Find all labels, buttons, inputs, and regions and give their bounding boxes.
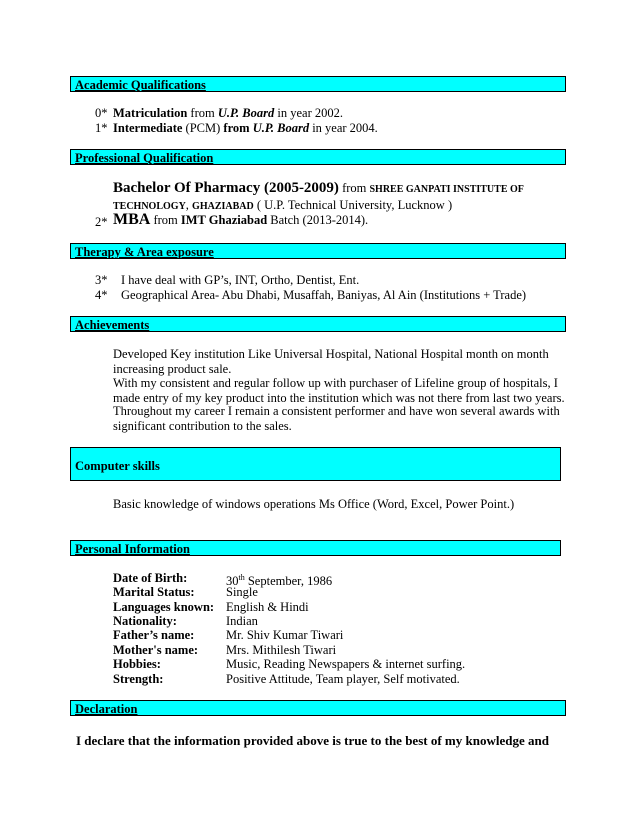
father-label: Father’s name:: [113, 628, 195, 642]
list-number: 3*: [95, 273, 108, 287]
therapy-item-1: I have deal with GP’s, INT, Ortho, Dentist, Ent.: [121, 273, 360, 287]
institute: SHREE GANPATI INSTITUTE OF: [369, 184, 524, 195]
marital-value: Single: [226, 585, 258, 599]
academic-item-2: [113, 121, 378, 136]
strength-label: Strength:: [113, 672, 164, 686]
institute: TECHNOLOGY: [113, 201, 186, 212]
text: ,: [185, 198, 193, 212]
section-header-computer: Computer skills: [70, 447, 561, 481]
hobbies-value: Music, Reading Newspapers & internet surfing.: [226, 657, 466, 671]
list-number: 1*: [95, 121, 108, 135]
text: from: [187, 106, 218, 120]
section-header-achievements: Achievements: [70, 316, 566, 332]
section-header-professional: Professional Qualification: [70, 149, 566, 165]
section-header-personal: Personal Information: [70, 540, 561, 556]
academic-item-1: [113, 106, 343, 121]
nationality-label: Nationality:: [113, 614, 177, 628]
list-number: 0*: [95, 106, 108, 120]
university: ( U.P. Technical University, Lucknow ): [253, 198, 453, 212]
degree: Matriculation: [113, 106, 188, 120]
board: U.P. Board: [217, 106, 275, 120]
father-value: Mr. Shiv Kumar Tiwari: [226, 628, 344, 642]
strength-value: Positive Attitude, Team player, Self motivated.: [226, 672, 460, 686]
list-number: 2*: [95, 215, 108, 229]
dob-label: Date of Birth:: [113, 571, 188, 585]
hobbies-label: Hobbies:: [113, 657, 161, 671]
languages-value: English & Hindi: [226, 600, 309, 614]
section-header-academic: Academic Qualifications: [70, 76, 566, 92]
section-header-therapy: Therapy & Area exposure: [70, 243, 566, 259]
degree: MBA: [113, 211, 151, 228]
batch: Batch (2013-2014).: [267, 213, 369, 227]
achievement-item: Developed Key institution Like Universal Hospital, National Hospital month on month increasing product sale.: [113, 347, 549, 376]
marital-label: Marital Status:: [113, 585, 195, 599]
therapy-item-2: Geographical Area- Abu Dhabi, Musaffah, Baniyas, Al Ain (Institutions + Trade): [121, 288, 527, 302]
languages-label: Languages known:: [113, 600, 215, 614]
mother-value: Mrs. Mithilesh Tiwari: [226, 643, 337, 657]
declaration-text: I declare that the information provided above is true to the best of my knowledge and: [76, 733, 549, 748]
nationality-value: Indian: [226, 614, 258, 628]
professional-item-2: [113, 212, 368, 228]
achievement-item: With my consistent and regular follow up with purchaser of Lifeline group of hospitals, I made entry of my key product into the institution which was not there from last two years.: [113, 376, 565, 405]
degree: Intermediate: [113, 121, 183, 135]
city: GHAZIABAD: [192, 201, 254, 212]
text: (PCM): [182, 121, 224, 135]
dob-rest: September, 1986: [244, 574, 333, 589]
degree: Bachelor Of Pharmacy (2005-2009): [113, 180, 339, 196]
text: from: [338, 181, 370, 195]
dob-suffix: th: [238, 573, 245, 582]
text: in year 2002.: [274, 106, 343, 120]
list-number: 4*: [95, 288, 108, 302]
institute: IMT Ghaziabad: [180, 213, 268, 227]
section-header-declaration: Declaration: [70, 700, 566, 716]
computer-skill-item: Basic knowledge of windows operations Ms Office (Word, Excel, Power Point.): [113, 497, 515, 511]
mother-label: Mother's name:: [113, 643, 199, 657]
text: in year 2004.: [309, 121, 378, 135]
text: from: [150, 213, 181, 227]
dob-day: 30: [226, 574, 239, 589]
text: from: [223, 121, 253, 135]
professional-item-1: [113, 181, 524, 197]
board: U.P. Board: [252, 121, 310, 135]
achievement-item: Throughout my career I remain a consistent performer and have won several awards with significant contribution to the sales.: [113, 404, 560, 433]
